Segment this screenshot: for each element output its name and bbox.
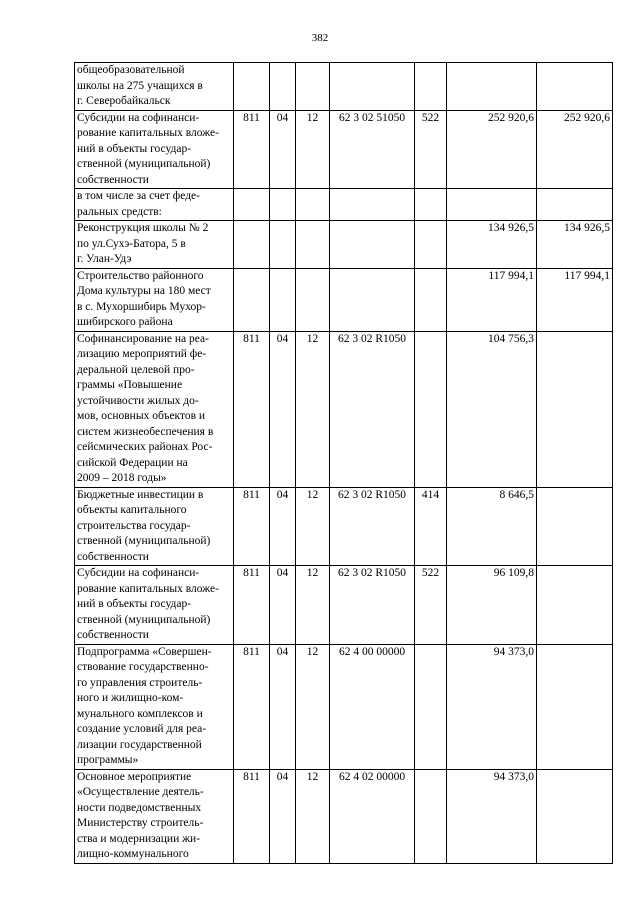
amount-federal xyxy=(537,487,613,566)
target-article-code xyxy=(330,189,415,221)
subsection-code: 12 xyxy=(296,566,330,645)
amount-federal xyxy=(537,566,613,645)
amount-total: 117 994,1 xyxy=(447,268,537,331)
row-name: Софинансирование на реа- лизацию мероприятий фе- деральной целевой про- граммы «Повышение устойчивости жилых до- мов, основных объектов и систем жизнеобеспечения в сейсмических районах Рос- сийской Федерации на 2009 – 2018 годы» xyxy=(75,331,234,487)
amount-federal: 134 926,5 xyxy=(537,221,613,269)
amount-total: 104 756,3 xyxy=(447,331,537,487)
amount-federal: 252 920,6 xyxy=(537,110,613,189)
table-row xyxy=(75,331,613,487)
table-row xyxy=(75,644,613,769)
section-code xyxy=(270,189,296,221)
budget-table xyxy=(74,62,613,864)
expense-type-code: 522 xyxy=(415,110,447,189)
target-article-code xyxy=(330,63,415,111)
row-name: общеобразовательной школы на 275 учащихся в г. Северобайкальск xyxy=(75,63,234,111)
admin-code: 811 xyxy=(234,566,270,645)
section-code xyxy=(270,63,296,111)
section-code xyxy=(270,221,296,269)
expense-type-code: 522 xyxy=(415,566,447,645)
amount-federal xyxy=(537,331,613,487)
row-name: Бюджетные инвестиции в объекты капитального строительства государ- ственной (муниципальной) собственности xyxy=(75,487,234,566)
target-article-code xyxy=(330,268,415,331)
admin-code xyxy=(234,268,270,331)
subsection-code: 12 xyxy=(296,331,330,487)
amount-federal xyxy=(537,644,613,769)
amount-total: 94 373,0 xyxy=(447,769,537,863)
expense-type-code xyxy=(415,769,447,863)
page-number: 382 xyxy=(311,32,329,44)
target-article-code: 62 3 02 R1050 xyxy=(330,487,415,566)
admin-code: 811 xyxy=(234,331,270,487)
target-article-code: 62 3 02 R1050 xyxy=(330,566,415,645)
expense-type-code xyxy=(415,644,447,769)
subsection-code: 12 xyxy=(296,110,330,189)
row-name: Субсидии на софинанси- рование капитальных вложе- ний в объекты государ- ственной (муниципальной) собственности xyxy=(75,110,234,189)
subsection-code: 12 xyxy=(296,487,330,566)
section-code: 04 xyxy=(270,110,296,189)
table-row xyxy=(75,221,613,269)
table-row xyxy=(75,63,613,111)
target-article-code: 62 3 02 51050 xyxy=(330,110,415,189)
subsection-code: 12 xyxy=(296,769,330,863)
subsection-code xyxy=(296,63,330,111)
expense-type-code xyxy=(415,221,447,269)
expense-type-code xyxy=(415,268,447,331)
amount-federal: 117 994,1 xyxy=(537,268,613,331)
section-code: 04 xyxy=(270,487,296,566)
target-article-code: 62 3 02 R1050 xyxy=(330,331,415,487)
admin-code xyxy=(234,221,270,269)
expense-type-code: 414 xyxy=(415,487,447,566)
section-code: 04 xyxy=(270,331,296,487)
amount-total: 134 926,5 xyxy=(447,221,537,269)
table-row xyxy=(75,189,613,221)
section-code: 04 xyxy=(270,566,296,645)
amount-total xyxy=(447,189,537,221)
row-name: Реконструкция школы № 2 по ул.Сухэ-Батора, 5 в г. Улан-Удэ xyxy=(75,221,234,269)
admin-code: 811 xyxy=(234,644,270,769)
amount-federal xyxy=(537,769,613,863)
amount-total: 252 920,6 xyxy=(447,110,537,189)
expense-type-code xyxy=(415,331,447,487)
row-name: Основное мероприятие «Осуществление деятель- ности подведомственных Министерству строитель- ства и модернизации жи- лищно-коммунального xyxy=(75,769,234,863)
section-code: 04 xyxy=(270,644,296,769)
amount-federal xyxy=(537,189,613,221)
table-row xyxy=(75,769,613,863)
admin-code xyxy=(234,189,270,221)
table-row xyxy=(75,566,613,645)
table-row xyxy=(75,487,613,566)
admin-code: 811 xyxy=(234,110,270,189)
section-code: 04 xyxy=(270,769,296,863)
expense-type-code xyxy=(415,189,447,221)
amount-federal xyxy=(537,63,613,111)
admin-code: 811 xyxy=(234,769,270,863)
admin-code xyxy=(234,63,270,111)
expense-type-code xyxy=(415,63,447,111)
target-article-code: 62 4 00 00000 xyxy=(330,644,415,769)
row-name: Субсидии на софинанси- рование капитальных вложе- ний в объекты государ- ственной (муниципальной) собственности xyxy=(75,566,234,645)
amount-total xyxy=(447,63,537,111)
subsection-code xyxy=(296,221,330,269)
subsection-code xyxy=(296,189,330,221)
table-row xyxy=(75,110,613,189)
amount-total: 8 646,5 xyxy=(447,487,537,566)
table-row xyxy=(75,268,613,331)
row-name: в том числе за счет феде- ральных средств: xyxy=(75,189,234,221)
target-article-code: 62 4 02 00000 xyxy=(330,769,415,863)
amount-total: 94 373,0 xyxy=(447,644,537,769)
admin-code: 811 xyxy=(234,487,270,566)
section-code xyxy=(270,268,296,331)
target-article-code xyxy=(330,221,415,269)
subsection-code: 12 xyxy=(296,644,330,769)
amount-total: 96 109,8 xyxy=(447,566,537,645)
row-name: Строительство районного Дома культуры на 180 мест в с. Мухоршибирь Мухор- шибирского района xyxy=(75,268,234,331)
subsection-code xyxy=(296,268,330,331)
row-name: Подпрограмма «Совершен- ствование государственно- го управления строитель- ного и жилищно-ком- мунального комплексов и создание условий для реа- лизации государственной программы» xyxy=(75,644,234,769)
